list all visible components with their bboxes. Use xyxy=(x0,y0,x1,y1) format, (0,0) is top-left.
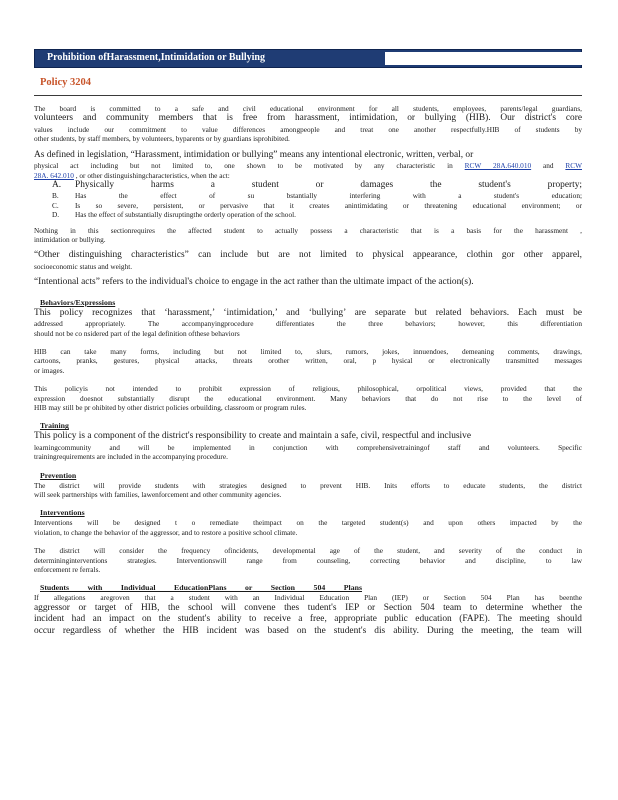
text-line: expression doesnot substantially disrupt the educational environment. Many behaviors that do not rise to the level of xyxy=(34,393,582,403)
list-marker: C. xyxy=(52,200,59,210)
text-line: volunteers and community members that is free from harassment, intimidation, or bullying (HIB). Our district's core xyxy=(34,113,582,124)
section-heading: Training xyxy=(40,421,69,431)
text-line: trainingrequirements are included in the accompanying procedure. xyxy=(34,452,228,462)
paragraph-spacer xyxy=(34,338,582,347)
text-line: incident had an impact on the student's ability to receive a free, appropriate public education (FAPE). The meeting should xyxy=(34,614,582,625)
paragraph-spacer xyxy=(34,537,582,546)
text-line: cartoons, pranks, gestures, physical attacks, threats orother written, oral, p hysical or electronically transmitted messages xyxy=(34,356,582,366)
section-heading: Interventions xyxy=(40,508,85,518)
text-line: Interventions will be designed t o remediate theimpact on the targeted student(s) and upon others impacted by the xyxy=(34,518,582,528)
section-heading: Prevention xyxy=(40,470,77,480)
text-line: determininginterventions strategies. Interventionswill range from counseling, correcting behavior and discipline, to law xyxy=(34,555,582,565)
rcw-link[interactable]: 28A. 642.010 xyxy=(34,170,74,180)
text-line: or images. xyxy=(34,365,65,375)
list-marker: B. xyxy=(52,191,59,201)
text-line: This policy recognizes that ‘harassment,’ ‘intimidation,’ and ‘bullying’ are separate but related behaviors. Each must be xyxy=(34,307,582,318)
list-item-text: Has the effect of substantially disruptingthe orderly operation of the school. xyxy=(75,210,296,220)
section-heading: Behaviors/Expressions xyxy=(40,297,116,307)
text-line: 28A. 642.010 , or other distinguishingcharacteristics, when the act: xyxy=(34,170,230,180)
text-line: should not be co nsidered part of the legal definition ofthese behaviors xyxy=(34,328,240,338)
text-line: values include our commitment to value differences amongpeople and treat one another respectfully.HIB of students by xyxy=(34,124,582,134)
paragraph-spacer xyxy=(34,375,582,384)
text-line: will seek partnerships with families, lawenforcement and other community agencies. xyxy=(34,490,282,500)
text-line: As defined in legislation, “Harassment, intimidation or bullying” means any intentional electronic, written, verbal, or xyxy=(34,149,474,160)
paragraph-spacer xyxy=(34,499,582,508)
list-item xyxy=(34,191,582,200)
text-line: The board is committed to a safe and civil educational environment for all students, employees, parents/legal guardians, xyxy=(34,104,582,113)
policy-number: Policy 3204 xyxy=(40,77,92,88)
paragraph-spacer xyxy=(34,462,582,471)
list-item xyxy=(34,210,582,219)
title-banner-blank xyxy=(385,52,615,65)
text-line: enforcement re ferrals. xyxy=(34,565,101,575)
text-line: If allegations aregroven that a student with an Individual Education Plan (IEP) or Section 504 Plan has beenthe xyxy=(34,593,582,603)
inline-text: tudent's IEP or Section 504 team to determine whether the xyxy=(307,602,582,613)
paragraph-spacer xyxy=(34,289,582,298)
paragraph-spacer xyxy=(34,574,582,583)
text-line: The district will provide students with strategies designed to prevent HIB. Inits efforts to educate students, the district xyxy=(34,480,582,490)
text-line: “Other distinguishing characteristics” can include but are not limited to physical appearance, clothin gor other apparel, xyxy=(34,250,582,261)
text-line: intimidation or bullying. xyxy=(34,235,106,245)
text-line: physical act including but not limited to, one shown to be motivated by any characteristic in RCW 28A.640.010 and RCW xyxy=(34,161,582,171)
text-line: learningcommunity and will be implemented in conjunction with comprehensivetrainingof staff and volunteers. Specific xyxy=(34,442,582,452)
policy-title: Prohibition ofHarassment,Intimidation or Bullying xyxy=(47,52,265,63)
list-item-text: Is so severe, persistent, or pervasive that it creates anintimidating or threatening educational environment; or xyxy=(75,200,582,210)
text-line: violation, to change the behavior of the aggressor, and to restore a positive school climate. xyxy=(34,527,298,537)
text-line: socioeconomic status and weight. xyxy=(34,261,133,271)
text-line: aggressor or target of HIB, the school will convene thes tudent's IEP or Section 504 team to determine whether the xyxy=(34,602,582,613)
title-banner xyxy=(34,49,582,68)
inline-text: occur regardless of whether the HIB incident was based on the student's dis xyxy=(34,625,386,636)
text-line: other students, by staff members, by volunteers, byparents or by guardians isprohibited. xyxy=(34,134,290,144)
list-marker: A. xyxy=(52,179,62,190)
text-line: This policy is a component of the district's responsibility to create and maintain a safe, civil, respectful and inclusive xyxy=(34,431,471,442)
text-line: This policyis not intended to prohibit expression of religious, philosophical, orpolitical views, provided that the xyxy=(34,384,582,394)
text-line: Nothing in this sectionrequires the affected student to actually possess a characteristic that is a basis for the harassment , xyxy=(34,225,582,235)
rcw-link[interactable]: RCW xyxy=(565,161,582,171)
text-line: addressed appropriately. The accompanyingprocedure differentiates the three behaviors; however, this differentiation xyxy=(34,319,582,329)
section-heading: Students with Individual EducationPlans or Section 504 Plans xyxy=(40,583,362,593)
list-item-text: Has the effect of su bstantially interfering with a student's education; xyxy=(75,191,582,201)
policy-body xyxy=(34,104,582,637)
text-line: “Intentional acts” refers to the individual's choice to engage in the act rather than the ultimate impact of the action(s). xyxy=(34,277,474,288)
list-item xyxy=(34,201,582,210)
rcw-link[interactable]: RCW 28A.640.010 xyxy=(464,161,532,171)
text-line: occur regardless of whether the HIB incident was based on the student's dis ability. During the meeting, the team will xyxy=(34,625,582,636)
list-marker: D. xyxy=(52,210,60,220)
list-item-text: Physically harms a student or damages the student's property; xyxy=(75,179,582,190)
text-line: HIB can take many forms, including but not limited to, slurs, rumors, jokes, innuendoes, demeaning comments, drawings, xyxy=(34,347,582,357)
paragraph-spacer xyxy=(34,412,582,421)
text-line: The district will consider the frequency ofincidents, developmental age of the student, and severity of the conduct in xyxy=(34,546,582,556)
header-divider xyxy=(34,95,582,96)
text-line: HIB may still be pr ohibited by other district policies orbuilding, classroom or program rules. xyxy=(34,403,307,413)
list-item xyxy=(34,180,582,192)
